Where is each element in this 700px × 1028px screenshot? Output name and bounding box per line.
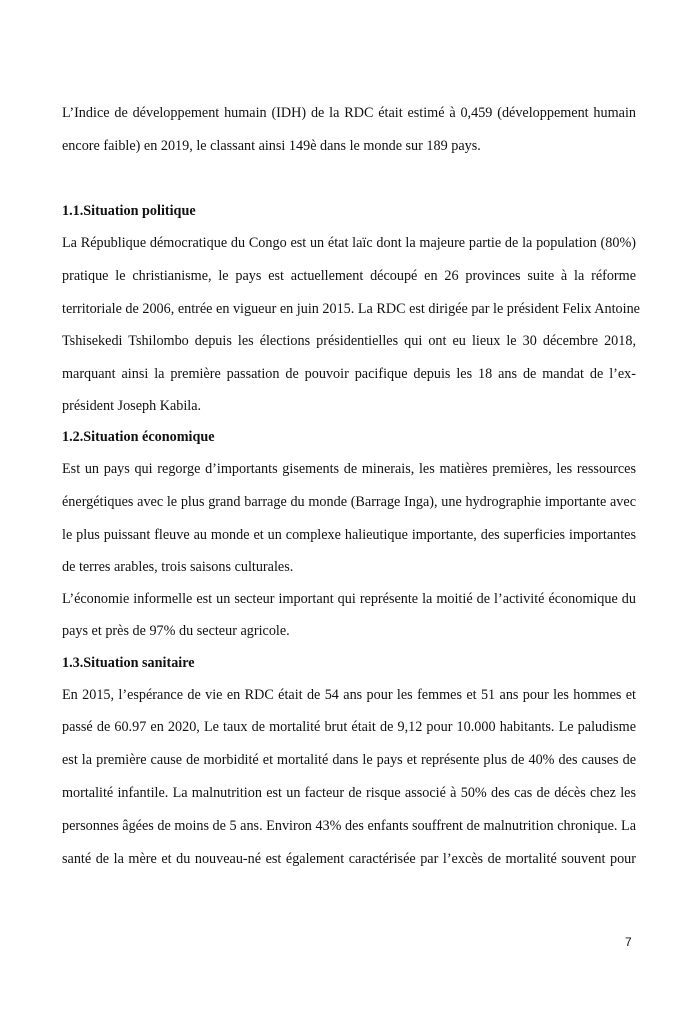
paragraph-line: de terres arables, trois saisons culturales. [62,559,294,575]
paragraph-line: marquant ainsi la première passation de pouvoir pacifique depuis les 18 ans de mandat de l’ex- [62,366,636,382]
page-number: 7 [625,935,632,949]
section-heading-politique: 1.1.Situation politique [62,203,196,219]
paragraph-line: territoriale de 2006, entrée en vigueur en juin 2015. La RDC est dirigée par le président Felix Antoine [62,301,640,317]
paragraph-line: est la première cause de morbidité et mortalité dans le pays et représente plus de 40% des causes de [62,752,636,768]
paragraph-line: mortalité infantile. La malnutrition est un facteur de risque associé à 50% des cas de décès chez les [62,785,636,801]
paragraph-line: La République démocratique du Congo est un état laïc dont la majeure partie de la population (80%) [62,235,636,251]
intro-line: L’Indice de développement humain (IDH) de la RDC était estimé à 0,459 (développement humain [62,105,636,121]
paragraph-line: le plus puissant fleuve au monde et un complexe halieutique importante, des superficies importantes [62,527,636,543]
paragraph-line: pays et près de 97% du secteur agricole. [62,623,290,639]
paragraph-line: énergétiques avec le plus grand barrage du monde (Barrage Inga), une hydrographie importante avec [62,494,636,510]
paragraph-line: santé de la mère et du nouveau-né est également caractérisée par l’excès de mortalité souvent pour [62,851,636,867]
paragraph-line: Est un pays qui regorge d’importants gisements de minerais, les matières premières, les ressources [62,461,636,477]
paragraph-line: passé de 60.97 en 2020, Le taux de mortalité brut était de 9,12 pour 10.000 habitants. Le paludisme [62,719,636,735]
section-heading-economique: 1.2.Situation économique [62,429,215,445]
paragraph-line: Tshisekedi Tshilombo depuis les élections présidentielles qui ont eu lieux le 30 décembre 2018, [62,333,636,349]
paragraph-line: L’économie informelle est un secteur important qui représente la moitié de l’activité économique du [62,591,636,607]
paragraph-line: président Joseph Kabila. [62,398,202,414]
paragraph-line: personnes âgées de moins de 5 ans. Environ 43% des enfants souffrent de malnutrition chronique. La [62,818,636,834]
paragraph-line: pratique le christianisme, le pays est actuellement découpé en 26 provinces suite à la réforme [62,268,636,284]
section-heading-sanitaire: 1.3.Situation sanitaire [62,655,195,671]
paragraph-line: En 2015, l’espérance de vie en RDC était de 54 ans pour les femmes et 51 ans pour les hommes et [62,687,636,703]
intro-line: encore faible) en 2019, le classant ainsi 149è dans le monde sur 189 pays. [62,138,481,154]
